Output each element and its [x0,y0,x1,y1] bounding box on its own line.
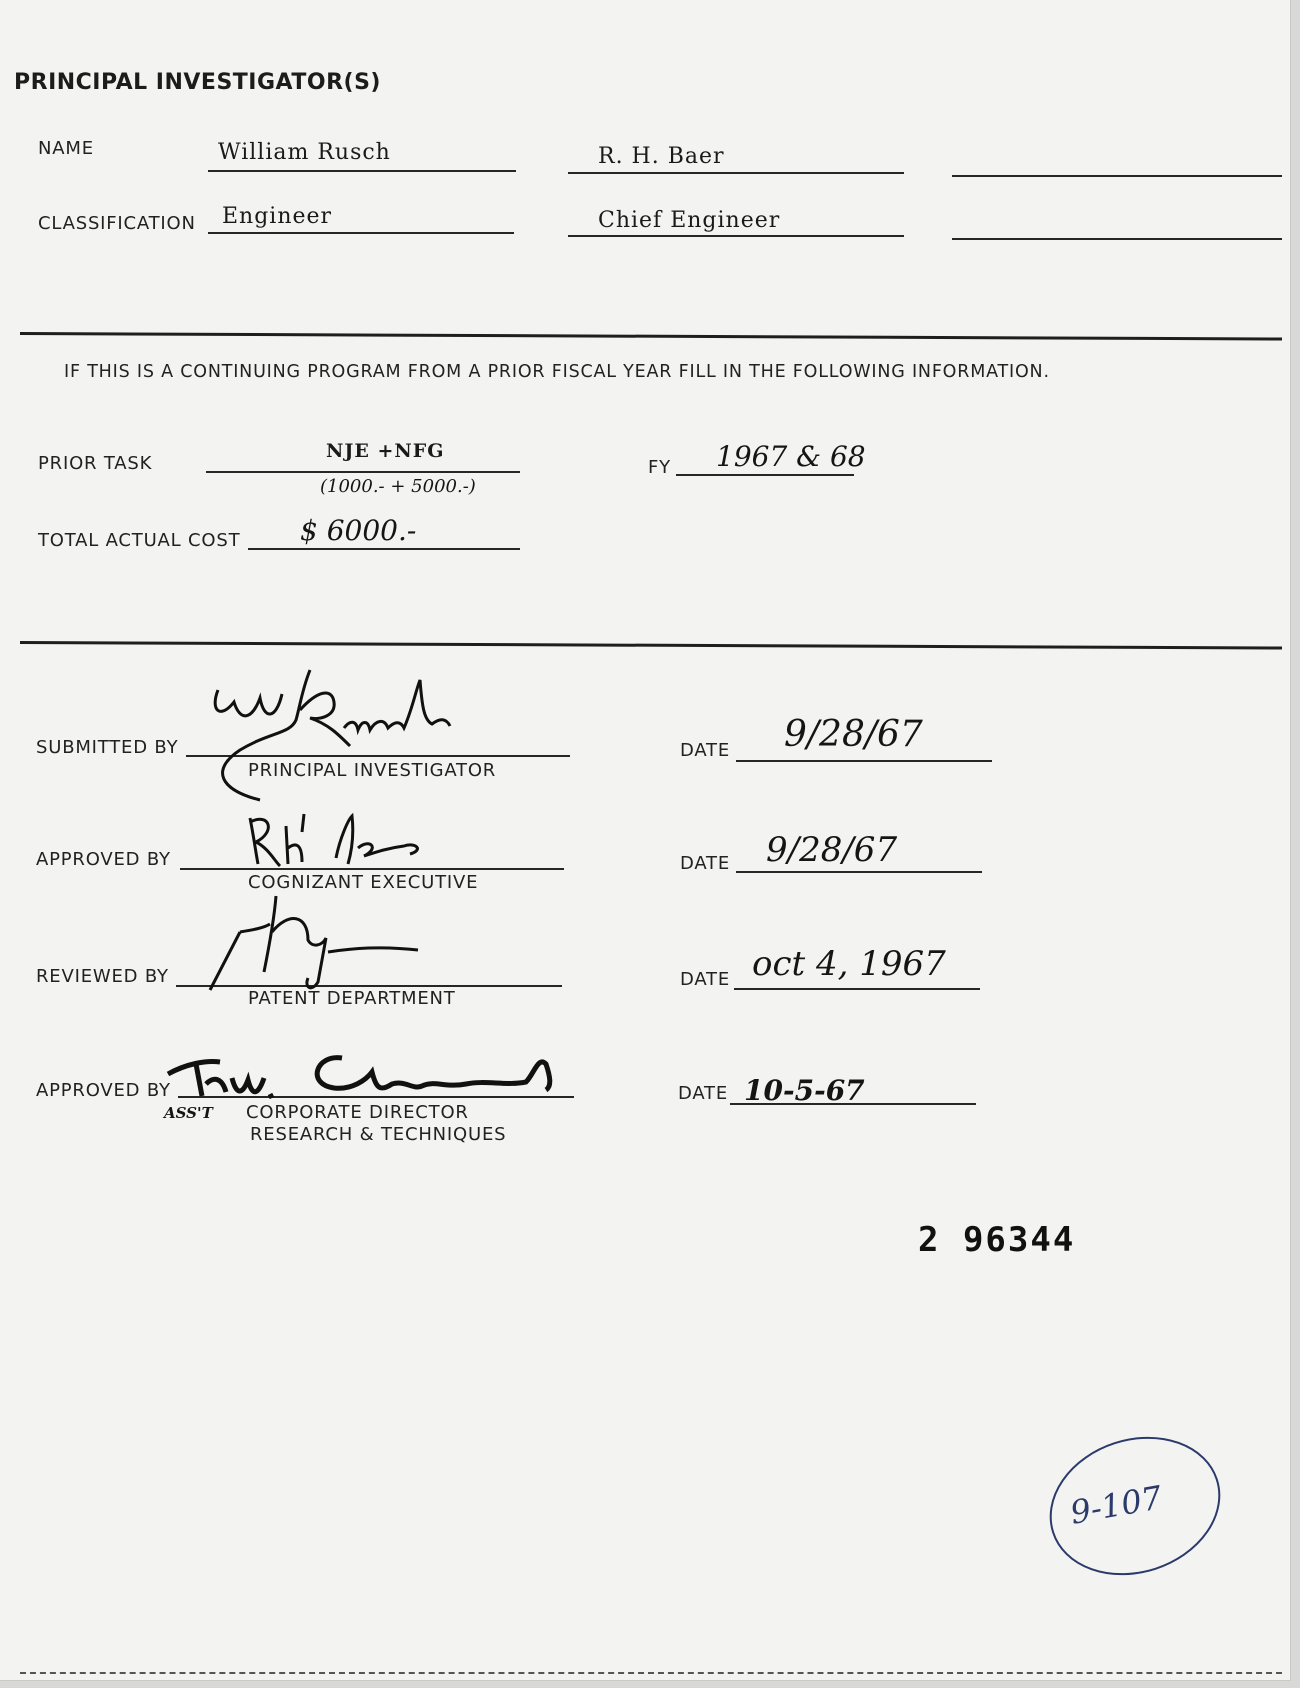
total-cost-line [248,548,520,550]
approved-by-label-1: APPROVED BY [36,849,171,870]
date-value-2: 9/28/67 [766,830,898,870]
classification-line-3 [952,238,1282,240]
signature-baer [240,808,460,878]
date-value-4: 10-5-67 [744,1074,865,1107]
fy-line [676,474,854,476]
bottom-edge [20,1672,1282,1674]
classification-line-2 [568,235,904,237]
name-line-3 [952,175,1282,177]
total-cost-value: $ 6000.- [300,514,417,547]
name-line-1 [208,170,516,172]
date-value-1: 9/28/67 [784,714,923,755]
approved-by-role-2: CORPORATE DIRECTOR [246,1102,469,1123]
classification-line-1 [208,232,514,234]
date-label-3: DATE [680,969,731,990]
total-cost-label: TOTAL ACTUAL COST [38,530,241,551]
investigator-1-name: William Rusch [218,140,391,165]
investigator-2-classification: Chief Engineer [598,208,781,233]
date-label-4: DATE [678,1083,729,1104]
date-line-3 [734,988,980,990]
submitted-by-label: SUBMITTED BY [36,737,179,758]
investigator-1-classification: Engineer [222,204,333,229]
signature-director [166,1044,586,1112]
approved-by-role-2b: RESEARCH & TECHNIQUES [250,1124,507,1145]
date-line-2 [736,871,982,873]
reviewed-by-role: PATENT DEPARTMENT [248,988,456,1009]
name-label: NAME [38,138,94,159]
date-label-1: DATE [680,740,731,761]
name-line-2 [568,172,904,174]
submitted-by-role: PRINCIPAL INVESTIGATOR [248,760,497,781]
investigator-2-name: R. H. Baer [598,144,725,169]
classification-label: CLASSIFICATION [38,213,196,234]
asst-note: ASS'T [164,1104,213,1122]
approved-by-role-1: COGNIZANT EXECUTIVE [248,872,479,893]
continuing-instruction: IF THIS IS A CONTINUING PROGRAM FROM A PRIOR FISCAL YEAR FILL IN THE FOLLOWING INFORMATION. [64,362,1050,382]
prior-task-label: PRIOR TASK [38,453,153,474]
prior-task-line [206,471,520,473]
reviewed-by-label: REVIEWED BY [36,966,169,987]
section-divider-1 [20,332,1282,341]
date-line-1 [736,760,992,762]
fy-value: 1967 & 68 [716,440,866,473]
section-divider-2 [20,641,1282,650]
circled-note: 9-107 [1067,1478,1165,1532]
date-label-2: DATE [680,853,731,874]
approved-by-label-2: APPROVED BY [36,1080,171,1101]
document-number: 2 96344 [918,1220,1076,1260]
date-value-3: oct 4, 1967 [752,944,946,984]
fy-label: FY [648,457,671,478]
signature-rusch [200,650,560,820]
prior-task-value: NJE +NFG [326,440,445,462]
section-title: PRINCIPAL INVESTIGATOR(S) [14,70,381,95]
prior-task-amounts: (1000.- + 5000.-) [320,476,476,497]
signature-patent [204,892,424,992]
